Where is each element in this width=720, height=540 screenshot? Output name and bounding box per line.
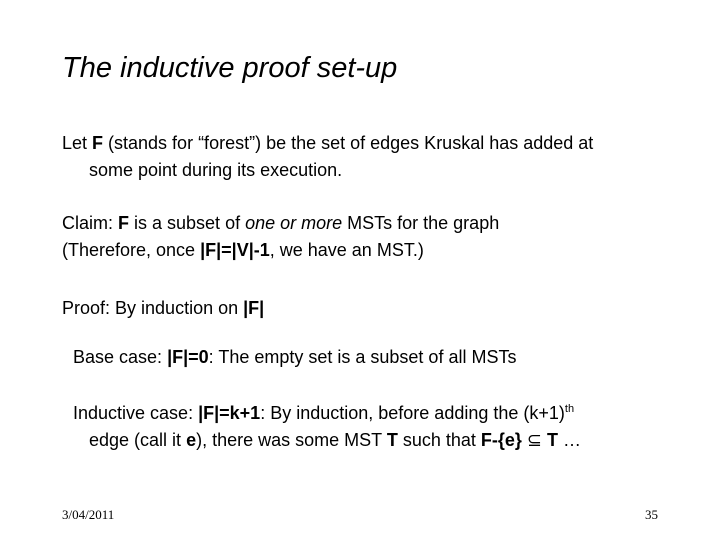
claim-line-1: Claim: F is a subset of one or more MSTs for the graph: [62, 213, 500, 233]
footer-date: 3/04/2011: [62, 507, 115, 522]
base-case-paragraph: Base case: |F|=0: The empty set is a subset of all MSTs: [73, 347, 517, 367]
claim-line-2: (Therefore, once |F|=|V|-1, we have an MST.): [62, 240, 424, 260]
definition-line-2: some point during its execution.: [89, 160, 343, 180]
inductive-case-line-1: Inductive case: |F|=k+1: By induction, before adding the $(k+1)^{th}$: [73, 403, 575, 423]
inductive-case-line-2: edge (call it e), there was some MST T such that F-{e} ⊆ T …: [89, 430, 581, 450]
proof-paragraph: Proof: By induction on |F|: [62, 298, 265, 318]
claim-paragraph: [62, 210, 499, 264]
definition-paragraph: [62, 130, 593, 184]
definition-line-1: Let F (stands for “forest”) be the set of edges Kruskal has added at: [62, 133, 594, 153]
page-number: 35: [645, 507, 658, 522]
slide-title: The inductive proof set-up: [62, 52, 398, 84]
inductive-case-paragraph: [73, 400, 581, 454]
